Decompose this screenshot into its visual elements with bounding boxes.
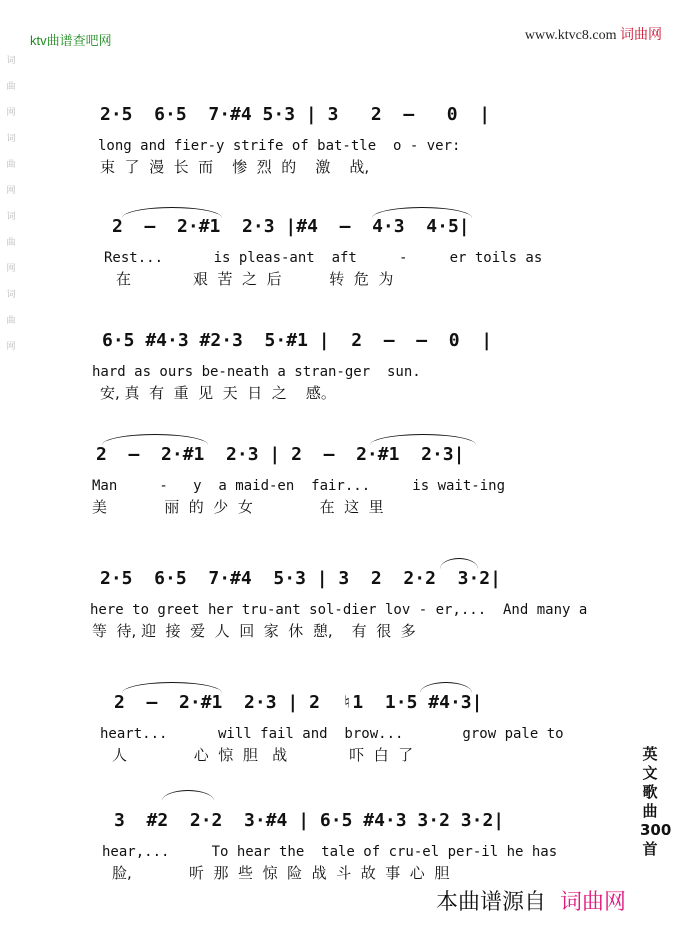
side-book-title: [640, 745, 672, 859]
left-stamp-char: 曲: [6, 316, 16, 326]
source-brand: 词曲网: [560, 890, 627, 915]
lyrics-zh-line-4: 美 丽 的 少 女 在 这 里: [92, 498, 384, 516]
watermark-url: www.ktvc8.com: [524, 28, 617, 43]
lyrics-zh-line-7: 脸, 听 那 些 惊 险 战 斗 故 事 心 胆: [112, 864, 450, 882]
source-credit: [436, 885, 626, 916]
side-title-char: 首: [642, 840, 658, 858]
left-stamp-char: 词: [6, 290, 16, 300]
left-stamp-char: 网: [6, 264, 16, 274]
lyrics-zh-line-6: 人 心 惊 胆 战 吓 白 了: [112, 746, 414, 764]
side-title-char: 歌: [642, 783, 658, 801]
left-stamp-char: 曲: [6, 238, 16, 248]
lyrics-en-line-1: long and fier-y strife of bat-tle o - ver:: [98, 138, 461, 154]
left-stamp-char: 网: [6, 108, 16, 118]
lyrics-zh-line-1: 束 了 漫 长 而 惨 烈 的 激 战,: [100, 158, 370, 176]
side-title-char: 300: [640, 821, 672, 839]
watermark-left: ktv曲谱查吧网: [30, 33, 112, 48]
lyrics-en-line-3: hard as ours be-neath a stran-ger sun.: [92, 364, 421, 380]
side-title-char: 文: [642, 764, 658, 782]
lyrics-en-line-6: heart... will fail and brow... grow pale to: [100, 726, 564, 742]
notes-line-6: 2 — 2·#1 2·3 | 2 ♮1 1·5 #4·3|: [114, 692, 483, 713]
notes-line-4: 2 — 2·#1 2·3 | 2 — 2·#1 2·3|: [96, 444, 465, 465]
left-stamp-char: 曲: [6, 160, 16, 170]
lyrics-zh-line-5: 等 待, 迎 接 爱 人 回 家 休 憩, 有 很 多: [92, 622, 416, 640]
notes-line-5: 2·5 6·5 7·#4 5·3 | 3 2 2·2 3·2|: [100, 568, 501, 589]
lyrics-zh-line-3: 安, 真 有 重 见 天 日 之 感。: [100, 384, 336, 402]
lyrics-en-line-5: here to greet her tru-ant sol-dier lov - er,... And many a: [90, 602, 588, 618]
slur: [162, 790, 214, 801]
notes-line-1: 2·5 6·5 7·#4 5·3 | 3 2 — 0 |: [100, 104, 491, 125]
notes-line-7: 3 #2 2·2 3·#4 | 6·5 #4·3 3·2 3·2|: [114, 810, 505, 831]
watermark-brand: 词曲网: [620, 27, 662, 43]
notes-line-3: 6·5 #4·3 #2·3 5·#1 | 2 — — 0 |: [102, 330, 493, 351]
source-text: 本曲谱源自: [436, 890, 547, 915]
left-stamp-char: 网: [6, 342, 16, 352]
lyrics-en-line-7: hear,... To hear the tale of cru-el per-il he has: [102, 844, 558, 860]
side-title-char: 英: [642, 745, 658, 763]
left-stamp-char: 网: [6, 186, 16, 196]
side-title-char: 曲: [642, 802, 658, 820]
left-stamp-char: 词: [6, 212, 16, 222]
notes-line-2: 2 — 2·#1 2·3 |#4 — 4·3 4·5|: [112, 216, 470, 237]
lyrics-zh-line-2: 在 艰 苦 之 后 转 危 为: [116, 270, 394, 288]
left-stamp-char: 词: [6, 56, 16, 66]
left-stamp-char: 曲: [6, 82, 16, 92]
lyrics-en-line-2: Rest... is pleas-ant aft - er toils as: [104, 250, 543, 266]
left-stamp-char: 词: [6, 134, 16, 144]
lyrics-en-line-4: Man - y a maid-en fair... is wait-ing: [92, 478, 506, 494]
